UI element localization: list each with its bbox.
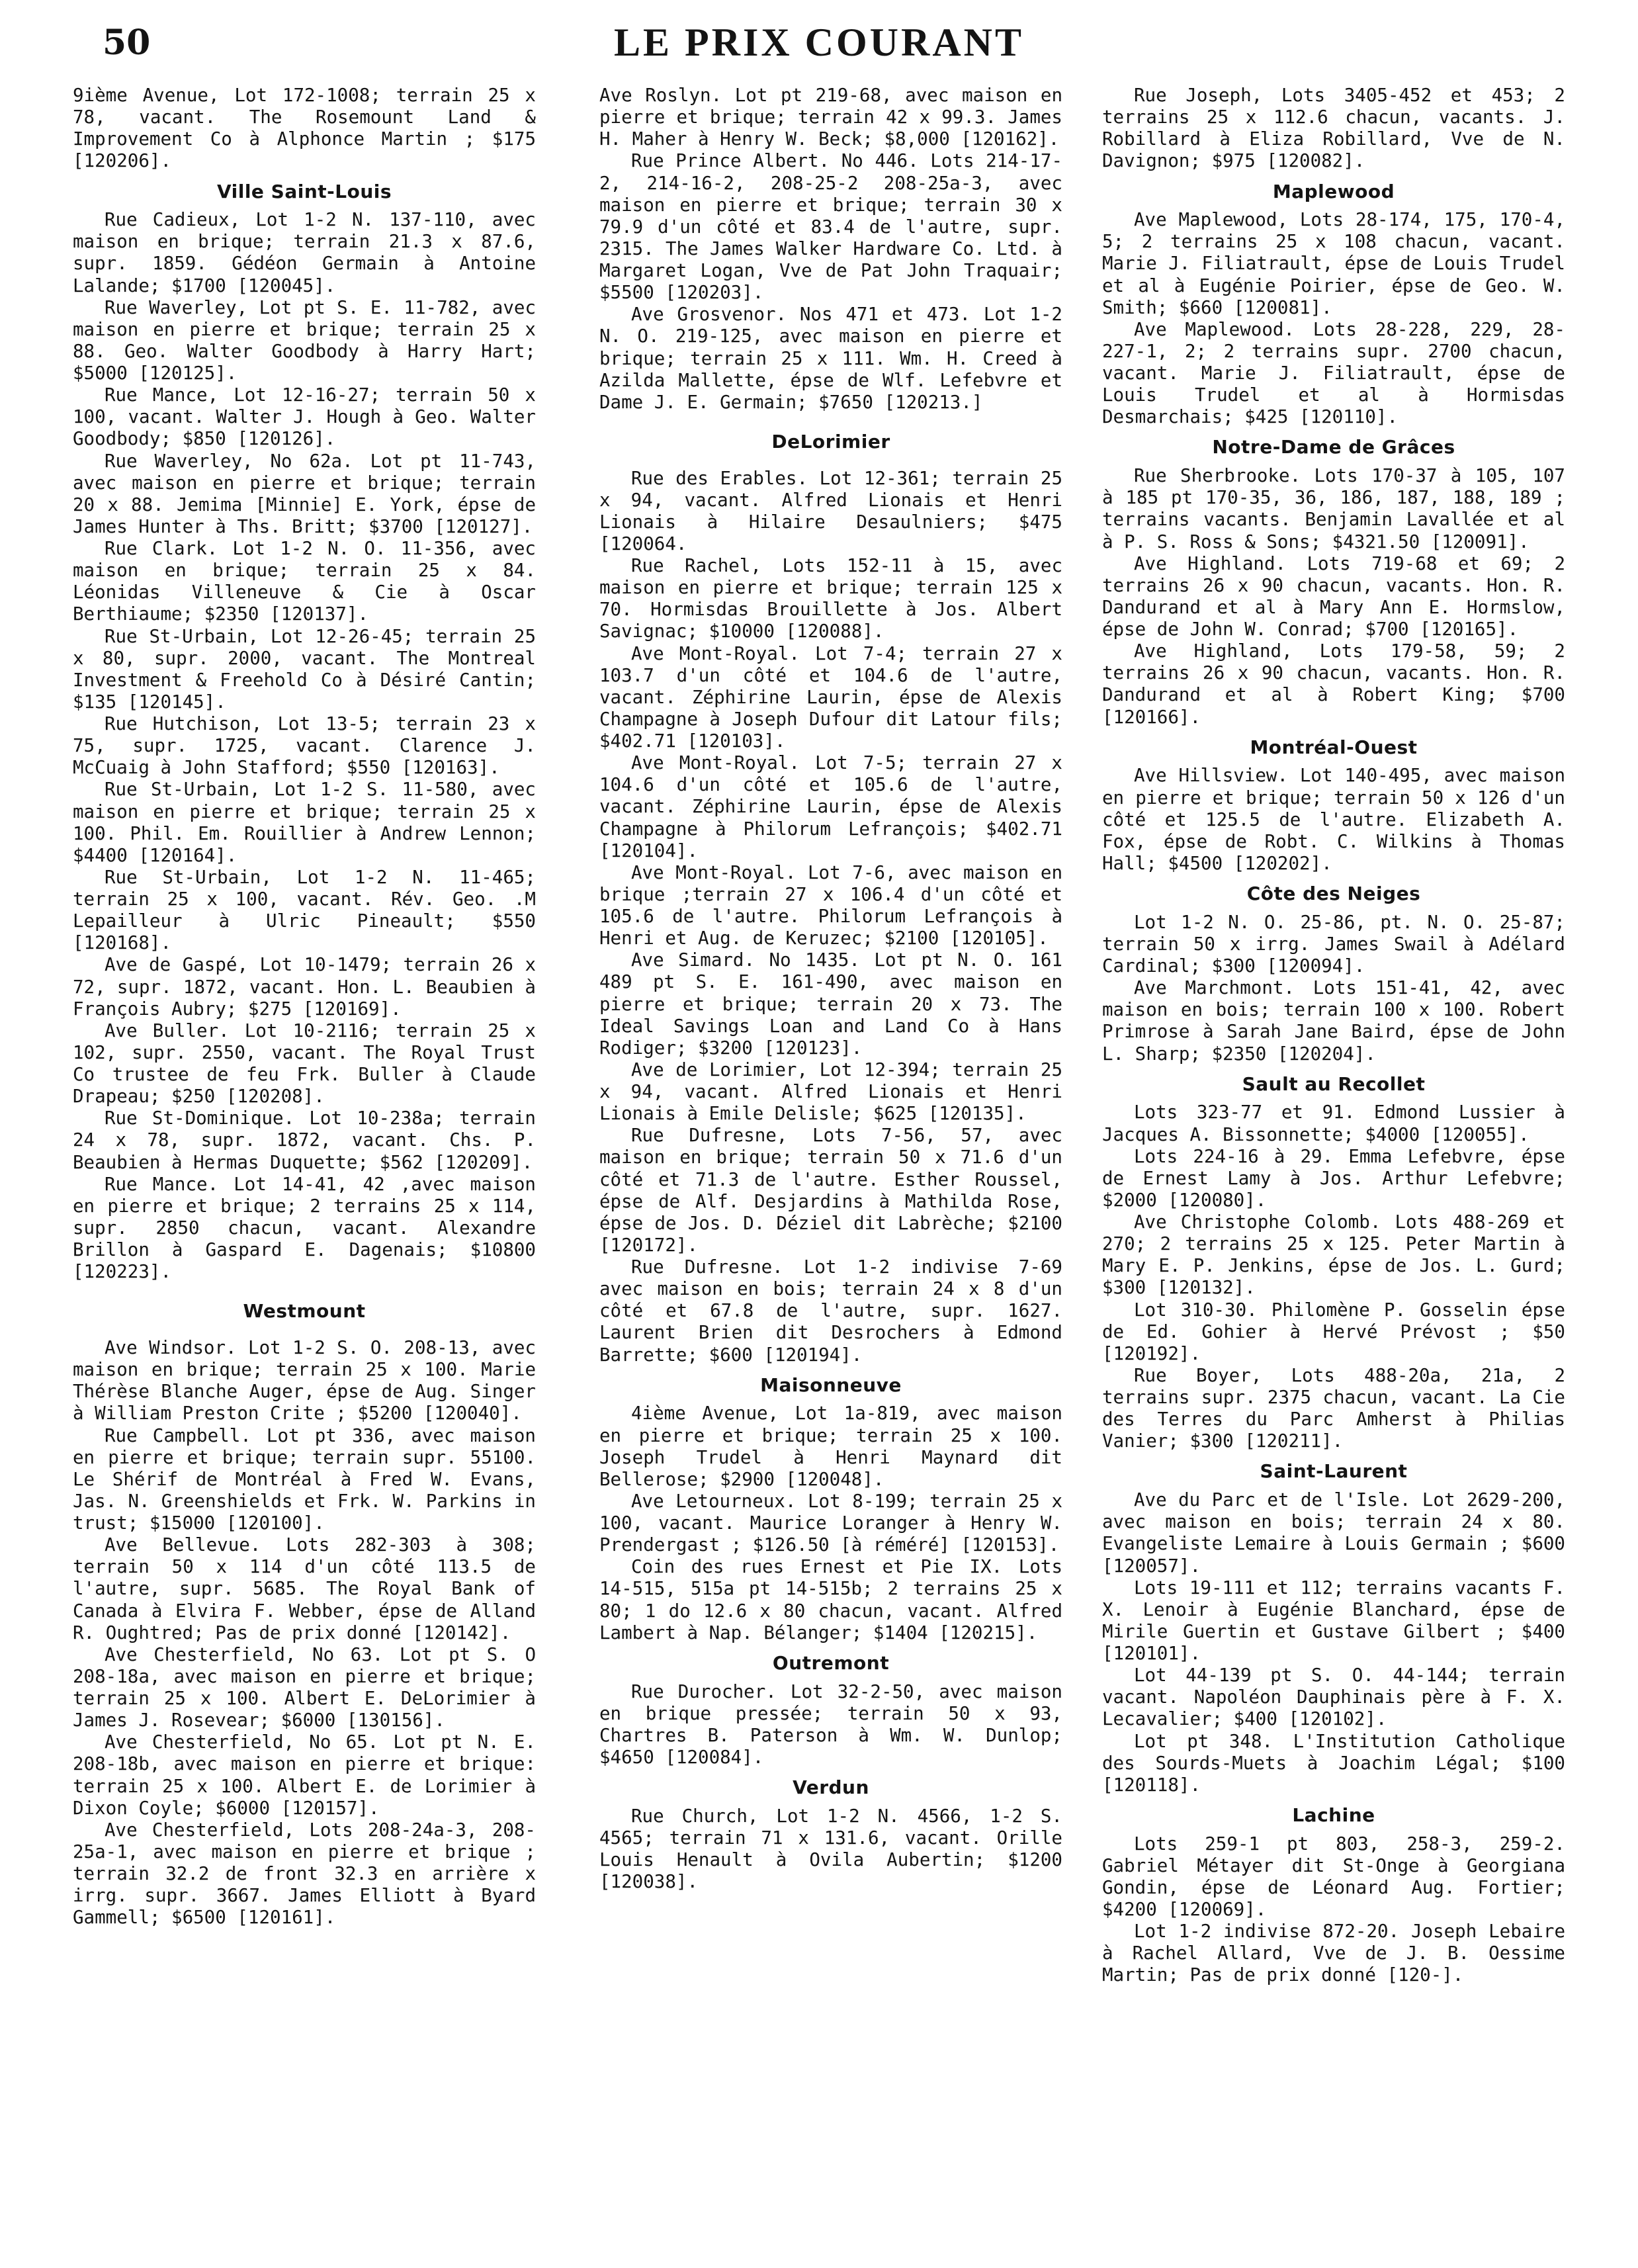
section-heading: Sault au Recollet bbox=[1242, 1072, 1426, 1095]
transaction-entry: Ave Bellevue. Lots 282-303 à 308; terrain 50 x 114 d'un côté 113.5 de l'autre, supr. 5685. The Royal Bank of Canada à Elvira F. Webber, épse de Alland R. Oughtred; Pas de prix donné [120142]. bbox=[73, 1534, 536, 1643]
transaction-entry: Ave Buller. Lot 10-2116; terrain 25 x 102, supr. 2550, vacant. The Royal Trust Co trustee de feu Frk. Buller à Claude Drapeau; $250 [120208]. bbox=[73, 1020, 536, 1108]
section-heading: Ville Saint-Louis bbox=[216, 180, 392, 202]
section-heading: DeLorimier bbox=[771, 430, 890, 453]
transaction-entry: Ave Mont-Royal. Lot 7-4; terrain 27 x 103.7 d'un côté et 104.6 de l'autre, vacant. Zéphirine Laurin, épse de Alexis Champagne à Joseph Dufour dit Latour fils; $402.71 [120103]. bbox=[599, 642, 1062, 752]
section-heading: Maisonneuve bbox=[760, 1374, 902, 1396]
transaction-entry: Ave Simard. No 1435. Lot pt N. O. 161 489 pt S. E. 161-490, avec maison en pierre et brique; terrain 20 x 73. The Ideal Savings Loan and Land Co à Hans Rodiger; $3200 [120123]. bbox=[599, 949, 1062, 1059]
transaction-entry: Ave Chesterfield, No 65. Lot pt N. E. 208-18b, avec maison en pierre et brique: terrain 25 x 100. Albert E. de Lorimier à Dixon Coyle; $6000 [120157]. bbox=[73, 1731, 536, 1819]
column-3 bbox=[1102, 85, 1565, 1987]
transaction-entry: Rue des Erables. Lot 12-361; terrain 25 x 94, vacant. Alfred Lionais et Henri Lionais à Hilaire Desaulniers; $475 [120064. bbox=[599, 467, 1062, 554]
transaction-entry: Rue Hutchison, Lot 13-5; terrain 23 x 75, supr. 1725, vacant. Clarence J. McCuaig à John Stafford; $550 [120163]. bbox=[73, 713, 536, 779]
transaction-entry: Rue Sherbrooke. Lots 170-37 à 105, 107 à 185 pt 170-35, 36, 186, 187, 188, 189 ; terrains vacants. Benjamin Lavallée et al à P. S. Ross & Sons; $4321.50 [120091]. bbox=[1102, 465, 1565, 552]
transaction-entry: Rue Dufresne, Lots 7-56, 57, avec maison en brique; terrain 50 x 71.6 d'un côté et 71.3 de l'autre. Esther Roussel, épse de Alf. Desjardins à Mathilda Rose, épse de Jos. D. Déziel dit Labrèche; $2100 [120172]. bbox=[599, 1125, 1062, 1256]
section-heading: Notre-Dame de Grâces bbox=[1212, 436, 1455, 458]
transaction-entry: Ave Mont-Royal. Lot 7-5; terrain 27 x 104.6 d'un côté et 105.6 de l'autre, vacant. Zéphirine Laurin, épse de Alexis Champagne à Philorum Lefrançois; $402.71 [120104]. bbox=[599, 752, 1062, 861]
transaction-entry: Ave de Lorimier, Lot 12-394; terrain 25 x 94, vacant. Alfred Lionais et Henri Lionais à Emile Delisle; $625 [120135]. bbox=[599, 1059, 1062, 1125]
transaction-entry: Ave Hillsview. Lot 140-495, avec maison en pierre et brique; terrain 50 x 126 d'un côté et 125.5 de l'autre. Elizabeth A. Fox, épse de Robt. C. Wilkins à Thomas Hall; $4500 [120202]. bbox=[1102, 765, 1565, 874]
section-heading: Saint-Laurent bbox=[1260, 1460, 1408, 1483]
transaction-entry: Lots 19-111 et 112; terrains vacants F. X. Lenoir à Eugénie Blanchard, épse de Mirile Guertin et Gustave Gilbert ; $400 [120101]. bbox=[1102, 1577, 1565, 1665]
transaction-entry: Rue Waverley, Lot pt S. E. 11-782, avec maison en pierre et brique; terrain 25 x 88. Geo. Walter Goodbody à Harry Hart; $5000 [120125]. bbox=[73, 296, 536, 384]
transaction-entry: Rue St-Dominique. Lot 10-238a; terrain 24 x 78, supr. 1872, vacant. Chs. P. Beaubien à Hermas Duquette; $562 [120209]. bbox=[73, 1108, 536, 1173]
transaction-entry: Ave Windsor. Lot 1-2 S. O. 208-13, avec maison en brique; terrain 25 x 100. Marie Thérèse Blanche Auger, épse de Aug. Singer à William Preston Crite ; $5200 [120040]. bbox=[73, 1337, 536, 1424]
transaction-entry: Ave de Gaspé, Lot 10-1479; terrain 26 x 72, supr. 1872, vacant. Hon. L. Beaubien à François Aubry; $275 [120169]. bbox=[73, 954, 536, 1020]
transaction-entry: Lot 1-2 N. O. 25-86, pt. N. O. 25-87; terrain 50 x irrg. James Swail à Adélard Cardinal; $300 [120094]. bbox=[1102, 911, 1565, 977]
transaction-entry: Ave du Parc et de l'Isle. Lot 2629-200, avec maison en bois; terrain 24 x 80. Evangeliste Lemaire à Louis Germain ; $600 [120057]. bbox=[1102, 1489, 1565, 1577]
section-heading: Verdun bbox=[793, 1776, 869, 1799]
transaction-entry: Ave Grosvenor. Nos 471 et 473. Lot 1-2 N. O. 219-125, avec maison en pierre et brique; terrain 25 x 111. Wm. H. Creed à Azilda Mallette, épse de Wlf. Lefebvre et Dame J. E. Germain; $7650 [120213.] bbox=[599, 304, 1062, 413]
transaction-entry: Ave Maplewood, Lots 28-174, 175, 170-4, 5; 2 terrains 25 x 108 chacun, vacant. Marie J. Filiatrault, épse de Louis Trudel et al à Eugénie Poirier, épse de Geo. W. Smith; $660 [120081]. bbox=[1102, 209, 1565, 318]
transaction-entry: Ave Chesterfield, Lots 208-24a-3, 208-25a-1, avec maison en pierre et brique ; terrain 32.2 de front 32.3 en arrière x irrg. supr. 3667. James Elliott à Byard Gammell; $6500 [120161]. bbox=[73, 1819, 536, 1929]
transaction-entry: Lot pt 348. L'Institution Catholique des Sourds-Muets à Joachim Légal; $100 [120118]. bbox=[1102, 1730, 1565, 1796]
transaction-entry: Rue Durocher. Lot 32-2-50, avec maison en brique pressée; terrain 50 x 93, Chartres B. Paterson à Wm. W. Dunlop; $4650 [120084]. bbox=[599, 1680, 1062, 1768]
transaction-entry: Ave Roslyn. Lot pt 219-68, avec maison en pierre et brique; terrain 42 x 99.3. James H. Maher à Henry W. Beck; $8,000 [120162]. bbox=[599, 85, 1062, 150]
transaction-entry: Lot 44-139 pt S. O. 44-144; terrain vacant. Napoléon Dauphinais père à F. X. Lecavalier; $400 [120102]. bbox=[1102, 1665, 1565, 1730]
section-heading: Lachine bbox=[1292, 1804, 1375, 1826]
transaction-entry: Rue Dufresne. Lot 1-2 indivise 7-69 avec maison en bois; terrain 24 x 8 d'un côté et 67.8 de l'autre, supr. 1627. Laurent Brien dit Desrochers à Edmond Barrette; $600 [120194]. bbox=[599, 1256, 1062, 1366]
transaction-entry: Rue St-Urbain, Lot 1-2 N. 11-465; terrain 25 x 100, vacant. Rév. Geo. .M Lepailleur à Ulric Pineault; $550 [120168]. bbox=[73, 866, 536, 954]
transaction-entry: Ave Maplewood. Lots 28-228, 229, 28-227-1, 2; 2 terrains supr. 2700 chacun, vacant. Marie J. Filiatrault, épse de Louis Trudel et al à Hormisdas Desmarchais; $425 [120110]. bbox=[1102, 318, 1565, 428]
section-heading: Maplewood bbox=[1272, 180, 1395, 202]
transaction-entry: Lot 310-30. Philomène P. Gosselin épse de Ed. Gohier à Hervé Prévost ; $50 [120192]. bbox=[1102, 1299, 1565, 1364]
transaction-entry: Ave Mont-Royal. Lot 7-6, avec maison en brique ;terrain 27 x 106.4 d'un côté et 105.6 de l'autre. Philorum Lefrançois à Henri et Aug. de Keruzec; $2100 [120105]. bbox=[599, 861, 1062, 949]
transaction-entry: Rue Campbell. Lot pt 336, avec maison en pierre et brique; terrain supr. 55100. Le Shérif de Montréal à Fred W. Evans, Jas. N. Greenshields et Frk. W. Parkins in trust; $15000 [120100]. bbox=[73, 1424, 536, 1534]
section-heading: Montréal-Ouest bbox=[1250, 736, 1418, 758]
section-heading: Outremont bbox=[772, 1651, 890, 1674]
transaction-entry: Rue Mance, Lot 12-16-27; terrain 50 x 100, vacant. Walter J. Hough à Geo. Walter Goodbody; $850 [120126]. bbox=[73, 384, 536, 450]
transaction-entry: Lots 224-16 à 29. Emma Lefebvre, épse de Ernest Lamy à Jos. Arthur Lefebvre; $2000 [120080]. bbox=[1102, 1145, 1565, 1211]
transaction-entry: 9ième Avenue, Lot 172-1008; terrain 25 x 78, vacant. The Rosemount Land & Improvement Co à Alphonce Martin ; $175 [120206]. bbox=[73, 85, 536, 172]
transaction-entry: Lots 259-1 pt 803, 258-3, 259-2. Gabriel Métayer dit St-Onge à Georgiana Gondin, épse de Léonard Aug. Fortier; $4200 [120069]. bbox=[1102, 1833, 1565, 1921]
page-header bbox=[0, 16, 1638, 89]
journal-title: LE PRIX COURANT bbox=[613, 21, 1025, 64]
transaction-entry: Rue Joseph, Lots 3405-452 et 453; 2 terrains 25 x 112.6 chacun, vacants. J. Robillard à Eliza Robillard, Vve de N. Davignon; $975 [120082]. bbox=[1102, 85, 1565, 172]
transaction-entry: Rue Waverley, No 62a. Lot pt 11-743, avec maison en pierre et brique; terrain 20 x 88. Jemima [Minnie] E. York, épse de James Hunter à Ths. Britt; $3700 [120127]. bbox=[73, 450, 536, 537]
transaction-entry: Coin des rues Ernest et Pie IX. Lots 14-515, 515a pt 14-515b; 2 terrains 25 x 80; 1 do 12.6 x 80 chacun, vacant. Alfred Lambert à Nap. Bélanger; $1404 [120215]. bbox=[599, 1556, 1062, 1643]
section-heading: Côte des Neiges bbox=[1246, 883, 1421, 905]
transaction-entry: Rue Clark. Lot 1-2 N. O. 11-356, avec maison en brique; terrain 25 x 84. Léonidas Villeneuve & Cie à Oscar Berthiaume; $2350 [120137]. bbox=[73, 538, 536, 625]
transaction-entry: Ave Letourneux. Lot 8-199; terrain 25 x 100, vacant. Maurice Loranger à Henry W. Prendergast ; $126.50 [à réméré] [120153]. bbox=[599, 1490, 1062, 1556]
transaction-entry: Rue Rachel, Lots 152-11 à 15, avec maison en pierre et brique; terrain 125 x 70. Hormisdas Brouillette à Jos. Albert Savignac; $10000 [120088]. bbox=[599, 555, 1062, 642]
transaction-entry: Rue St-Urbain, Lot 1-2 S. 11-580, avec maison en pierre et brique; terrain 25 x 100. Phil. Em. Rouillier à Andrew Lennon; $4400 [120164]. bbox=[73, 779, 536, 866]
transaction-entry: Rue Cadieux, Lot 1-2 N. 137-110, avec maison en brique; terrain 21.3 x 87.6, supr. 1859. Gédéon Germain à Antoine Lalande; $1700 [120045]. bbox=[73, 209, 536, 296]
page-number: 50 bbox=[103, 22, 151, 63]
transaction-entry: Ave Highland, Lots 179-58, 59; 2 terrains 26 x 90 chacun, vacants. Hon. R. Dandurand et al à Robert King; $700 [120166]. bbox=[1102, 640, 1565, 728]
transaction-entry: Rue Mance. Lot 14-41, 42 ,avec maison en pierre et brique; 2 terrains 25 x 114, supr. 2850 chacun, vacant. Alexandre Brillon à Gaspard E. Dagenais; $10800 [120223]. bbox=[73, 1173, 536, 1283]
transaction-entry: Ave Highland. Lots 719-68 et 69; 2 terrains 26 x 90 chacun, vacants. Hon. R. Dandurand et al à Mary Ann E. Hormslow, épse de John W. Conrad; $700 [120165]. bbox=[1102, 552, 1565, 640]
transaction-entry: Rue Prince Albert. No 446. Lots 214-17-2, 214-16-2, 208-25-2 208-25a-3, avec maison en pierre et brique; terrain 30 x 79.9 d'un côté et 83.4 de l'autre, supr. 2315. The James Walker Hardware Co. Ltd. à Margaret Logan, Vve de Pat John Traquair; $5500 [120203]. bbox=[599, 150, 1062, 304]
transaction-entry: Ave Chesterfield, No 63. Lot pt S. O 208-18a, avec maison en pierre et brique; terrain 25 x 100. Albert E. DeLorimier à James J. Rosevear; $6000 [130156]. bbox=[73, 1643, 536, 1731]
transaction-entry: Rue Boyer, Lots 488-20a, 21a, 2 terrains supr. 2375 chacun, vacant. La Cie des Terres du Parc Amherst à Philias Vanier; $300 [120211]. bbox=[1102, 1364, 1565, 1452]
transaction-entry: Rue Church, Lot 1-2 N. 4566, 1-2 S. 4565; terrain 71 x 131.6, vacant. Orille Louis Henault à Ovila Aubertin; $1200 [120038]. bbox=[599, 1805, 1062, 1893]
column-1 bbox=[73, 85, 536, 1929]
transaction-entry: Ave Christophe Colomb. Lots 488-269 et 270; 2 terrains 25 x 125. Peter Martin à Mary E. P. Jenkins, épse de Jos. L. Gurd; $300 [120132]. bbox=[1102, 1211, 1565, 1299]
section-heading: Westmount bbox=[243, 1300, 366, 1323]
column-2 bbox=[599, 85, 1062, 1893]
transaction-entry: Rue St-Urbain, Lot 12-26-45; terrain 25 x 80, supr. 2000, vacant. The Montreal Investment & Freehold Co à Désiré Cantin; $135 [120145]. bbox=[73, 625, 536, 713]
transaction-entry: Ave Marchmont. Lots 151-41, 42, avec maison en bois; terrain 100 x 100. Robert Primrose à Sarah Jane Baird, épse de John L. Sharp; $2350 [120204]. bbox=[1102, 977, 1565, 1065]
transaction-entry: 4ième Avenue, Lot 1a-819, avec maison en pierre et brique; terrain 25 x 100. Joseph Trudel à Henri Maynard dit Bellerose; $2900 [120048]. bbox=[599, 1403, 1062, 1490]
transaction-entry: Lots 323-77 et 91. Edmond Lussier à Jacques A. Bissonnette; $4000 [120055]. bbox=[1102, 1102, 1565, 1145]
transaction-entry: Lot 1-2 indivise 872-20. Joseph Lebaire à Rachel Allard, Vve de J. B. Oessime Martin; Pas de prix donné [120-]. bbox=[1102, 1921, 1565, 1986]
